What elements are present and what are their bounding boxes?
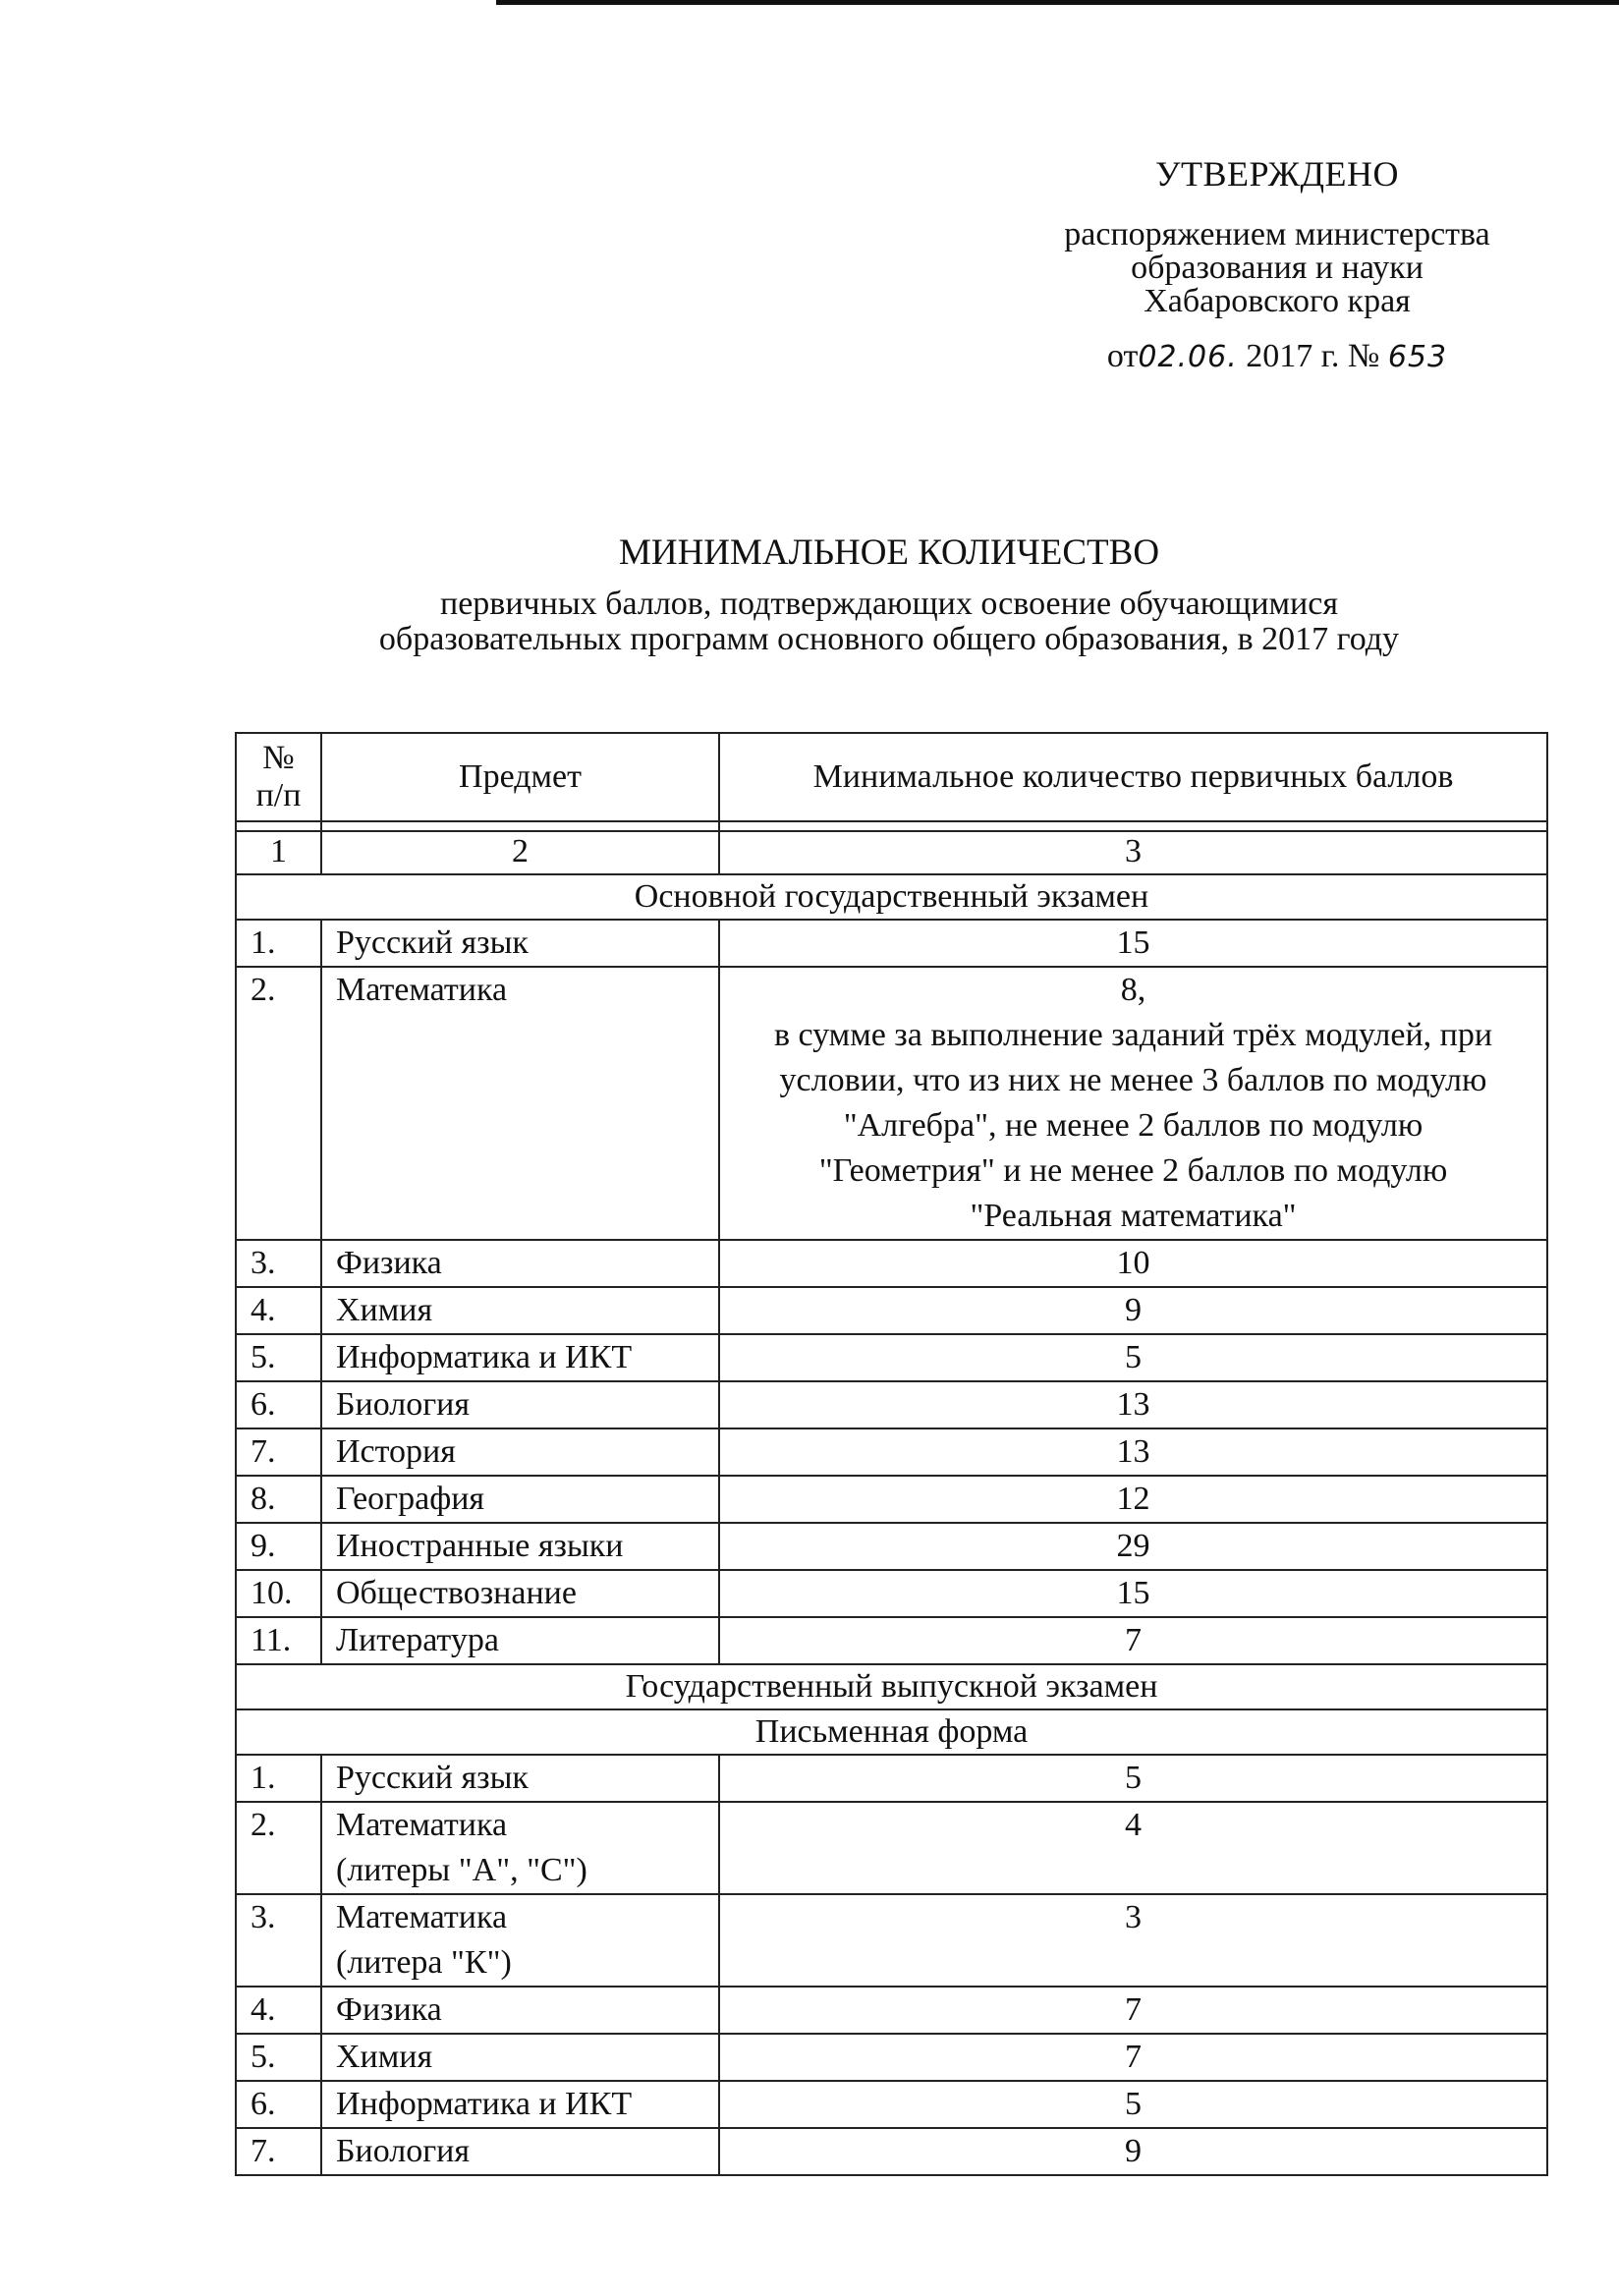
row-subject: История (321, 1428, 719, 1476)
header-gap (236, 821, 1547, 831)
oge-row-3 (236, 1240, 1547, 1287)
subsection-title-written: Письменная форма (236, 1709, 1547, 1755)
row-subject: География (321, 1476, 719, 1523)
row-num: 1. (236, 920, 321, 967)
heading-line-1: первичных баллов, подтверждающих освоение обучающимися (440, 586, 1338, 622)
oge-row-9 (236, 1523, 1547, 1570)
row-score: 7 (719, 1617, 1547, 1664)
row-subject: Литература (321, 1617, 719, 1664)
row-score-note: в сумме за выполнение заданий трёх модулей, при условии, что из них не менее 3 баллов по модулю "Алгебра", не менее 2 баллов по модулю "Геометрия" и не менее 2 баллов по модулю "Реальная математика" (773, 1017, 1493, 1234)
column-numbers-row (236, 831, 1547, 874)
row-num: 4. (236, 1287, 321, 1334)
row-subject: Физика (321, 1987, 719, 2034)
oge-row-4 (236, 1287, 1547, 1334)
row-subject: Математика (336, 1807, 508, 1843)
row-score: 10 (719, 1240, 1547, 1287)
gve-row-4 (236, 1987, 1547, 2034)
section-row-gve (236, 1664, 1547, 1709)
document-heading (236, 532, 1542, 657)
row-subject-detail: (литера "К") (336, 1944, 512, 1981)
row-score: 13 (719, 1381, 1547, 1428)
row-subject: Информатика и ИКТ (321, 1334, 719, 1381)
row-subject: Биология (321, 1381, 719, 1428)
column-number-1: 1 (236, 831, 321, 874)
scores-table (235, 732, 1548, 2176)
row-num: 7. (236, 1428, 321, 1476)
approval-line-2: образования и науки (1131, 250, 1424, 286)
row-score: 4 (719, 1802, 1547, 1894)
approval-line-1: распоряжением министерства (1064, 216, 1490, 252)
heading-title: МИНИМАЛЬНОЕ КОЛИЧЕСТВО (618, 532, 1160, 573)
row-subject-multi (321, 1894, 719, 1987)
row-score: 9 (719, 2128, 1547, 2175)
row-num: 8. (236, 1476, 321, 1523)
subsection-row-written (236, 1709, 1547, 1755)
row-score: 15 (719, 1570, 1547, 1617)
row-num: 2. (236, 967, 321, 1240)
date-prefix: от (1106, 338, 1139, 374)
row-subject: Иностранные языки (321, 1523, 719, 1570)
row-score: 9 (719, 1287, 1547, 1334)
oge-row-11 (236, 1617, 1547, 1664)
heading-line-2: образовательных программ основного общего образования, в 2017 году (378, 621, 1400, 657)
row-num: 11. (236, 1617, 321, 1664)
row-subject: Математика (321, 967, 719, 1240)
row-subject: Информатика и ИКТ (321, 2081, 719, 2128)
header-subject: Предмет (321, 733, 719, 821)
approval-line-3: Хабаровского края (1144, 283, 1411, 319)
section-row-oge (236, 874, 1547, 920)
oge-row-1 (236, 920, 1547, 967)
row-num: 1. (236, 1755, 321, 1802)
oge-row-8 (236, 1476, 1547, 1523)
column-number-2: 2 (321, 831, 719, 874)
handwritten-number: 653 (1387, 340, 1448, 374)
row-score: 3 (719, 1894, 1547, 1987)
header-num: № п/п (236, 733, 321, 821)
gve-row-2 (236, 1802, 1547, 1894)
column-number-3: 3 (719, 831, 1547, 874)
row-subject: Математика (336, 1899, 508, 1935)
row-score: 5 (719, 1334, 1547, 1381)
row-num: 7. (236, 2128, 321, 2175)
row-subject-multi (321, 1802, 719, 1894)
row-num: 9. (236, 1523, 321, 1570)
handwritten-date: 02.06. (1138, 340, 1238, 374)
top-border-line (496, 0, 1619, 5)
approval-block (982, 154, 1572, 374)
gve-row-7 (236, 2128, 1547, 2175)
row-score: 13 (719, 1428, 1547, 1476)
oge-row-5 (236, 1334, 1547, 1381)
row-subject: Химия (321, 1287, 719, 1334)
gve-row-3 (236, 1894, 1547, 1987)
row-num: 3. (236, 1894, 321, 1987)
row-score: 15 (719, 920, 1547, 967)
approval-date-line (982, 340, 1572, 374)
section-title-gve: Государственный выпускной экзамен (236, 1664, 1547, 1709)
row-subject: Обществознание (321, 1570, 719, 1617)
table-header-row (236, 733, 1547, 821)
approval-title: УТВЕРЖДЕНО (1154, 154, 1400, 194)
oge-row-7 (236, 1428, 1547, 1476)
row-score: 7 (719, 2034, 1547, 2081)
row-score: 5 (719, 1755, 1547, 1802)
row-num: 5. (236, 1334, 321, 1381)
row-num: 2. (236, 1802, 321, 1894)
gve-row-5 (236, 2034, 1547, 2081)
row-num: 5. (236, 2034, 321, 2081)
row-score: 5 (719, 2081, 1547, 2128)
oge-row-2 (236, 967, 1547, 1240)
row-score: 7 (719, 1987, 1547, 2034)
row-num: 3. (236, 1240, 321, 1287)
row-num: 6. (236, 1381, 321, 1428)
row-score-with-note (719, 967, 1547, 1240)
row-subject-detail: (литеры "А", "С") (336, 1852, 587, 1888)
gve-row-1 (236, 1755, 1547, 1802)
row-subject: Физика (321, 1240, 719, 1287)
section-title-oge: Основной государственный экзамен (236, 874, 1547, 920)
row-num: 10. (236, 1570, 321, 1617)
row-num: 6. (236, 2081, 321, 2128)
row-subject: Химия (321, 2034, 719, 2081)
row-subject: Биология (321, 2128, 719, 2175)
row-score: 8, (1120, 972, 1146, 1008)
row-score: 29 (719, 1523, 1547, 1570)
header-score: Минимальное количество первичных баллов (719, 733, 1547, 821)
date-year: 2017 г. № (1246, 338, 1380, 374)
row-subject: Русский язык (321, 1755, 719, 1802)
row-score: 12 (719, 1476, 1547, 1523)
oge-row-6 (236, 1381, 1547, 1428)
row-num: 4. (236, 1987, 321, 2034)
row-subject: Русский язык (321, 920, 719, 967)
oge-row-10 (236, 1570, 1547, 1617)
gve-row-6 (236, 2081, 1547, 2128)
